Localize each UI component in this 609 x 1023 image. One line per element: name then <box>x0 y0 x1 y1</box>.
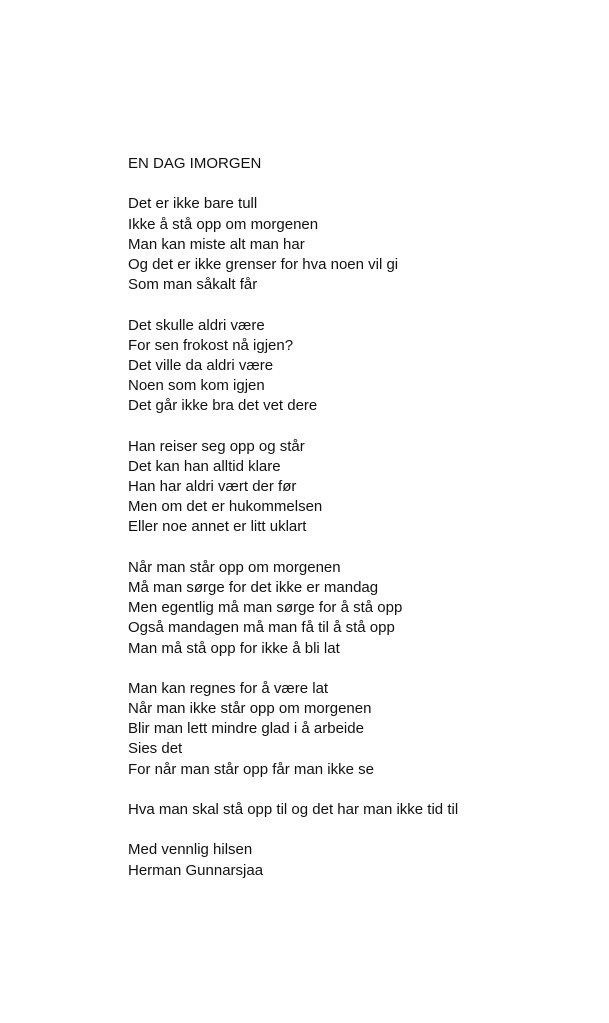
stanza-2 <box>128 316 598 417</box>
author-name: Herman Gunnarsjaa <box>128 861 264 879</box>
poem-line: Noen som kom igjen <box>128 377 265 395</box>
stanza-3 <box>128 437 598 538</box>
poem-line: Som man såkalt får <box>128 276 258 294</box>
poem-line: Også mandagen må man få til å stå opp <box>128 619 395 637</box>
poem-line: Eller noe annet er litt uklart <box>128 518 307 536</box>
poem-line: Når man står opp om morgenen <box>128 558 341 576</box>
poem-line: Han har aldri vært der før <box>128 478 297 495</box>
poem-line: Det skulle aldri være <box>128 316 265 334</box>
poem-line: Sies det <box>128 740 183 758</box>
poem-line: Man må stå opp for ikke å bli lat <box>128 639 340 657</box>
poem-line: Han reiser seg opp og står <box>128 437 305 455</box>
poem-line: Men egentlig må man sørge for å stå opp <box>128 599 403 617</box>
poem-line: Når man ikke står opp om morgenen <box>128 700 372 718</box>
poem-title: EN DAG IMORGEN <box>128 155 262 172</box>
poem-line: Det ville da aldri være <box>128 356 274 374</box>
poem-line: Det er ikke bare tull <box>128 195 258 213</box>
stanza-1 <box>128 194 598 295</box>
poem-line: Det går ikke bra det vet dere <box>128 397 318 415</box>
poem-line: Man kan miste alt man har <box>128 235 305 253</box>
closing-line: Hva man skal stå opp til og det har man ikke tid til <box>128 801 459 818</box>
poem-line: Blir man lett mindre glad i å arbeide <box>128 720 364 738</box>
poem-line: Det kan han alltid klare <box>128 457 281 475</box>
signoff: Med vennlig hilsen <box>128 841 253 859</box>
stanza-4 <box>128 558 598 659</box>
poem-line: For sen frokost nå igjen? <box>128 336 294 354</box>
signature-block <box>128 840 598 880</box>
poem-line: Og det er ikke grenser for hva noen vil gi <box>128 255 399 273</box>
poem-document <box>128 154 598 881</box>
poem-line: Men om det er hukommelsen <box>128 498 323 516</box>
poem-line: Man kan regnes for å være lat <box>128 679 329 697</box>
poem-line: For når man står opp får man ikke se <box>128 760 374 778</box>
stanza-5 <box>128 679 598 780</box>
poem-line: Må man sørge for det ikke er mandag <box>128 578 379 596</box>
poem-line: Ikke å stå opp om morgenen <box>128 215 319 233</box>
